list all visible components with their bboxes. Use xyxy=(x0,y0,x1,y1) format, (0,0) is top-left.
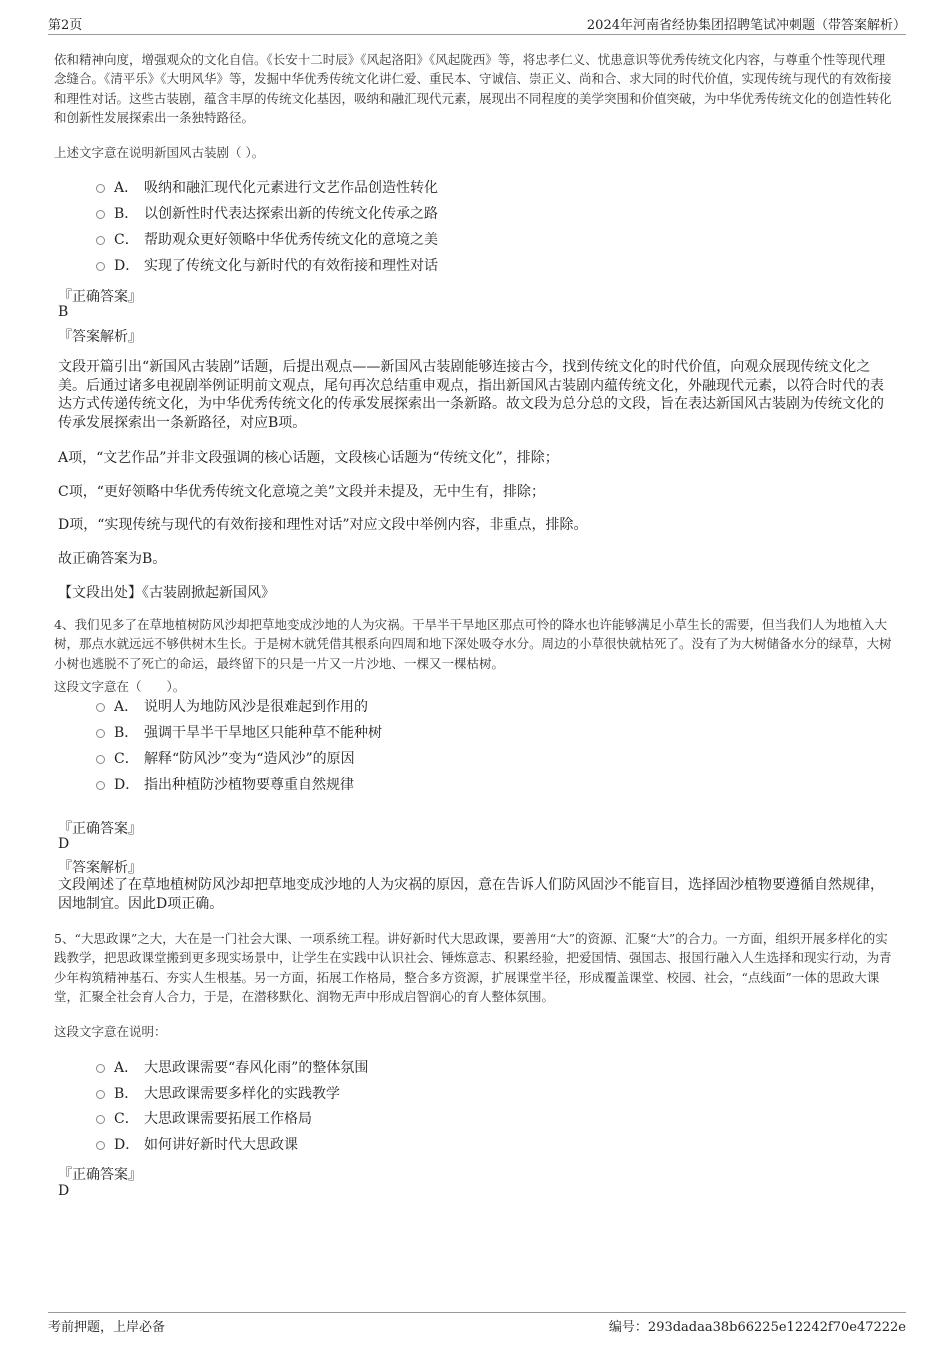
q3-answer: B xyxy=(58,304,69,320)
q4-option-b[interactable]: B． 强调干旱半干旱地区只能种草不能种树 xyxy=(96,723,382,743)
radio-icon[interactable] xyxy=(96,729,105,738)
footer-code: 编号：293dadaa38b66225e12242f70e47222e xyxy=(608,1320,906,1335)
q3-option-b[interactable]: B． 以创新性时代表达探索出新的传统文化传承之路 xyxy=(96,204,438,224)
q4-option-d[interactable]: D． 指出种植防沙植物要尊重自然规律 xyxy=(96,775,354,795)
q4-option-c[interactable]: C． 解释“防风沙”变为“造风沙”的原因 xyxy=(96,749,355,769)
q5-question: 这段文字意在说明： xyxy=(54,1024,167,1039)
radio-icon[interactable] xyxy=(96,781,105,790)
q3-note-a: A项，“文艺作品”并非文段强调的核心话题，文段核心话题为“传统文化”，排除； xyxy=(58,450,559,466)
intro-paragraph: 依和精神向度，增强观众的文化自信。《长安十二时辰》《风起洛阳》《风起陇西》等，将忠孝仁义、忧患意识等优秀传统文化内容，与尊重个性等现代理念缝合。《清平乐》《大明风华》等，发掘中华优秀传统文化讲仁爱、重民本、守诚信、崇正义、尚和合、求大同的时代价值，实现传统与现代的有效衔接和理性对话。这些古装剧，蕴含丰厚的传统文化基因，吸纳和融汇现代元素，展现出不同程度的美学突围和价值突破，为中华优秀传统文化的创造性转化和创新性发展探索出一条独特路径。 xyxy=(54,52,892,125)
radio-icon[interactable] xyxy=(96,1064,105,1073)
q3-analysis: 文段开篇引出“新国风古装剧”话题，后提出观点——新国风古装剧能够连接古今，找到传统文化的时代价值，向观众展现传统文化之美。后通过诸多电视剧举例证明前文观点，尾句再次总结重申观点，指出新国风古装剧内蕴传统文化，外融现代元素，以符合时代的表达方式传递传统文化，为中华优秀传统文化的传承发展探索出一条新路。故文段为总分总的文段，旨在表达新国风古装剧为传统文化的传承发展探索出一条新路径，对应B项。 xyxy=(58,359,884,431)
radio-icon[interactable] xyxy=(96,755,105,764)
radio-icon[interactable] xyxy=(96,1090,105,1099)
page-header xyxy=(48,14,906,35)
q5-option-a[interactable]: A． 大思政课需要“春风化雨”的整体氛围 xyxy=(96,1058,368,1078)
q3-source: 【文段出处】《古装剧掀起新国风》 xyxy=(58,585,275,601)
q3-analysis-label: 『答案解析』 xyxy=(58,329,142,345)
q3-option-c[interactable]: C． 帮助观众更好领略中华优秀传统文化的意境之美 xyxy=(96,230,438,250)
q3-option-d[interactable]: D． 实现了传统文化与新时代的有效衔接和理性对话 xyxy=(96,256,438,276)
q4-stem: 4、我们见多了在草地植树防风沙却把草地变成沙地的人为灾祸。干旱半干旱地区那点可怜的降水也许能够满足小草生长的需要，但当我们人为地植入大树，那点水就远远不够供树木生长。于是树木就凭借其根系向四周和地下深处吸夺水分。周边的小草很快就枯死了。没有了为大树储备水分的绿草，大树小树也逃脱不了死亡的命运，最终留下的只是一片又一片沙地、一棵又一棵枯树。 xyxy=(54,617,892,671)
footer-slogan: 考前押题，上岸必备 xyxy=(48,1320,166,1335)
q4-option-a[interactable]: A． 说明人为地防风沙是很难起到作用的 xyxy=(96,697,368,717)
q4-answer-label: 『正确答案』 xyxy=(58,821,142,837)
q3-conclusion: 故正确答案为B。 xyxy=(58,551,167,567)
radio-icon[interactable] xyxy=(96,210,105,219)
q4-analysis-label: 『答案解析』 xyxy=(58,860,142,876)
q5-option-c[interactable]: C． 大思政课需要拓展工作格局 xyxy=(96,1109,312,1129)
radio-icon[interactable] xyxy=(96,262,105,271)
page-footer xyxy=(48,1312,906,1335)
radio-icon[interactable] xyxy=(96,1141,105,1150)
q3-option-a[interactable]: A． 吸纳和融汇现代化元素进行文艺作品创造性转化 xyxy=(96,178,438,198)
radio-icon[interactable] xyxy=(96,1115,105,1124)
document-title: 2024年河南省经协集团招聘笔试冲刺题（带答案解析） xyxy=(586,18,906,33)
q5-option-d[interactable]: D． 如何讲好新时代大思政课 xyxy=(96,1135,298,1155)
q3-answer-label: 『正确答案』 xyxy=(58,289,142,305)
q5-answer-label: 『正确答案』 xyxy=(58,1167,142,1183)
q3-note-d: D项，“实现传统与现代的有效衔接和理性对话”对应文段中举例内容，非重点，排除。 xyxy=(58,517,588,533)
q5-option-b[interactable]: B． 大思政课需要多样化的实践教学 xyxy=(96,1084,340,1104)
q4-answer: D xyxy=(58,836,70,852)
q4-question: 这段文字意在（ ）。 xyxy=(54,679,186,694)
radio-icon[interactable] xyxy=(96,184,105,193)
q4-analysis: 文段阐述了在草地植树防风沙却把草地变成沙地的人为灾祸的原因，意在告诉人们防风固沙不能盲目，选择固沙植物要遵循自然规律，因地制宜。因此D项正确。 xyxy=(58,877,884,912)
q3-question: 上述文字意在说明新国风古装剧（ ）。 xyxy=(54,145,265,160)
page-number: 第2页 xyxy=(48,18,83,33)
q5-answer: D xyxy=(58,1183,70,1199)
radio-icon[interactable] xyxy=(96,236,105,245)
q3-note-c: C项，“更好领略中华优秀传统文化意境之美”文段并未提及，无中生有，排除； xyxy=(58,484,546,500)
radio-icon[interactable] xyxy=(96,703,105,712)
q5-stem: 5、“大思政课”之大，大在是一门社会大课、一项系统工程。讲好新时代大思政课，要善用“大”的资源、汇聚“大”的合力。一方面，组织开展多样化的实践教学，把思政课堂搬到更多现实场景中，让学生在实践中认识社会、锤炼意志、积累经验，把爱国情、强国志、报国行融入人生选择和现实行动，为青少年构筑精神基石、夯实人生根基。另一方面，拓展工作格局，整合多方资源，扩展课堂半径，形成覆盖课堂、校园、社会，“点线面”一体的思政大课堂，汇聚全社会育人合力，于是，在潜移默化、润物无声中形成启智润心的育人整体氛围。 xyxy=(54,931,892,1004)
